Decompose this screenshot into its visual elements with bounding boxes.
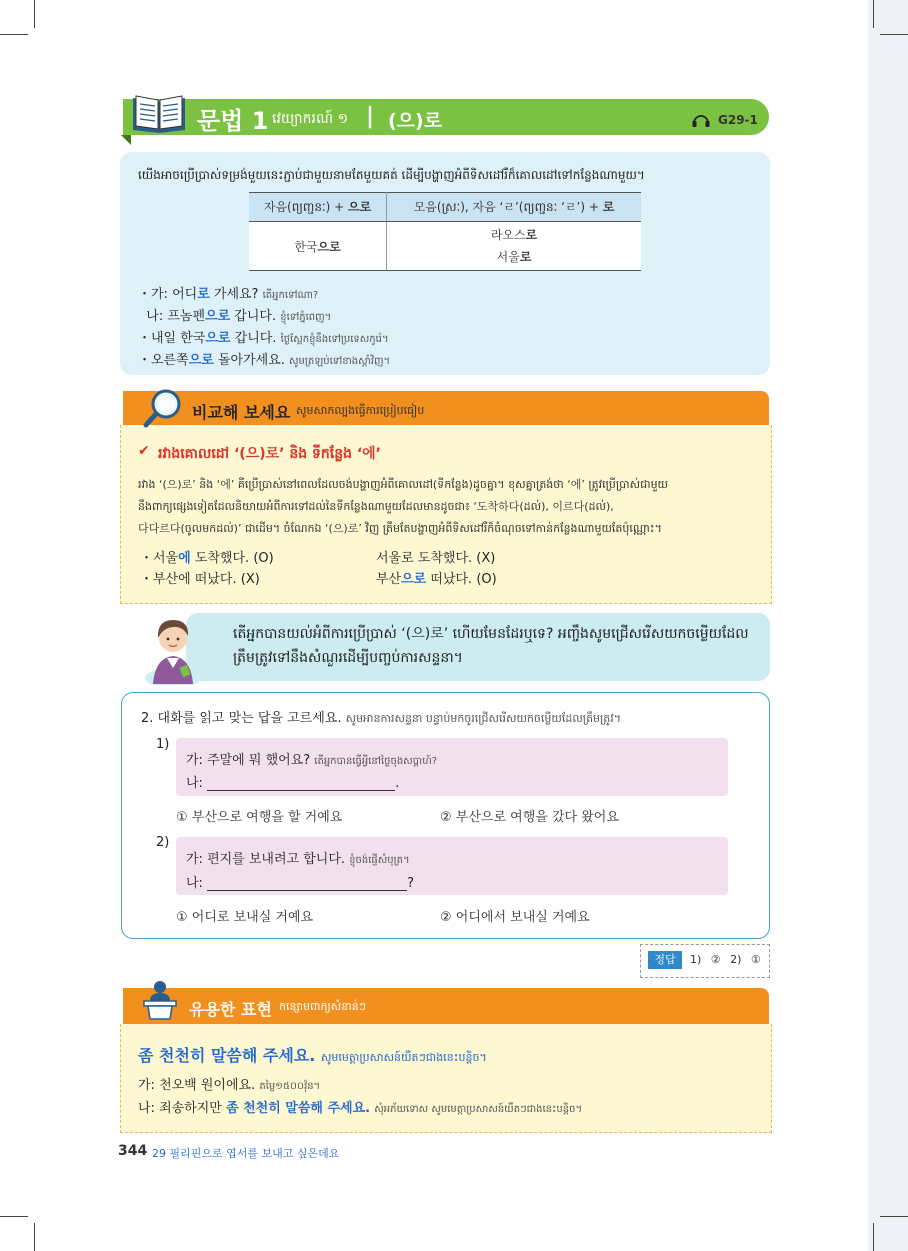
choice-option[interactable]: ① 어디로 보내실 거예요 — [176, 910, 314, 925]
grammar-example-4: ・오른쪽으로 돌아가세요. សូមត្រឡប់ទៅខាងស្តាំវិញ។ — [138, 353, 391, 368]
compare-example-left-2: ・부산에 떠났다. (X) — [140, 572, 260, 587]
conjugation-table — [249, 192, 641, 271]
teacher-text-line: ត្រឹមត្រូវទៅនឹងសំណួរដើម្បីបញ្ចប់ការសន្ទនា។ — [233, 650, 463, 666]
grammar-particle: (으)로 — [388, 110, 443, 132]
crop-mark — [34, 1223, 35, 1251]
compare-example-right-2: 부산으로 떠났다. (O) — [376, 572, 497, 587]
useful-title: 유용한 표현 — [189, 1000, 272, 1019]
compare-text-line: រវាង ‘(으)로’ និង ‘에’ គឺប្រើប្រាស់នៅពេលដែលចង់បង្ហាញអំពីគោលដៅ(ទីកន្លែង)ដូចគ្នា។ ខុសគ្នាត្រង់ថា ‘에’ ត្រូវប្រើប្រាស់ជាមួយ — [138, 478, 669, 491]
item-number: 2) — [156, 835, 170, 850]
table-header-consonant: 자음(ព្យញ្ជនៈ) + 으로 — [249, 193, 387, 222]
page-number: 344 — [118, 1143, 148, 1159]
check-icon: ✔ — [138, 443, 150, 459]
choice-option[interactable]: ② 어디에서 보내실 거예요 — [440, 910, 590, 925]
table-cell-vowel: 라오스로 서울로 — [387, 222, 641, 271]
table-header-vowel: 모음(ស្រៈ), 자음 ‘ㄹ’(ព្យញ្ជនៈ ‘ㄹ’) + 로 — [387, 193, 641, 222]
useful-dialogue-line: 가: 천오백 원이에요. តម្លៃ១៥០០វ៉ុន។ — [138, 1078, 321, 1093]
grammar-example-1: ・가: 어디로 가세요? តើអ្នកទៅណា? — [138, 287, 319, 302]
teacher-text-line: តើអ្នកបានយល់អំពីការប្រើប្រាស់ ‘(으)로’ ហើយមែនដែរឬទេ? អញ្ចឹងសូមជ្រើសរើសយកចម្លើយដែល — [233, 626, 749, 642]
answer-tag: 정답 — [648, 951, 682, 969]
crop-mark — [873, 1223, 874, 1251]
dialogue-na: 나: . — [186, 776, 400, 791]
speaker-podium-icon — [138, 977, 182, 1021]
dialogue-na: 나: ? — [186, 876, 414, 891]
answer-value: 1) ② 2) ① — [690, 953, 761, 966]
compare-text-line: នឹងពាក្យផ្សេងទៀតដែលនិយាយអំពីការទៅដល់នៃទីកន្លែងណាមួយដែលមានដូចជា៖ ‘도착하다(ដល់), 이르다(ដល់), — [138, 500, 614, 513]
audio-track-label[interactable]: G29-1 — [718, 113, 758, 127]
useful-dialogue-line: 나: 죄송하지만 좀 천천히 말씀해 주세요. សុំអភ័យទោស សូមមេត្តាប្រសាសន៍យឺតៗជាងនេះបន្តិច។ — [138, 1101, 583, 1116]
grammar-example-3: ・내일 한국으로 갑니다. ថ្ងៃស្អែកខ្ញុំនឹងទៅប្រទេសកូរ៉េ។ — [138, 331, 389, 346]
compare-example-right-1: 서울로 도착했다. (X) — [376, 551, 496, 566]
dialogue-ga: 가: 주말에 뭐 했어요? តើអ្នកបានធ្វើអ្វីនៅថ្ងៃចុងសប្តាហ៍? — [186, 753, 438, 768]
grammar-title: 문법 1 — [197, 107, 269, 135]
grammar-example-2: 나: 프놈펜으로 갑니다. ខ្ញុំទៅភ្នំពេញ។ — [138, 309, 332, 324]
exercise-question: 2. 대화를 읽고 맞는 답을 고르세요. សូមអានការសន្ទនា បន្ទាប់មកចូរជ្រើសរើសយកចម្លើយដែលត្រឹមត្រូវ។ — [141, 711, 622, 726]
crop-mark — [0, 34, 28, 35]
dialogue-ga: 가: 편지를 보내려고 합니다. ខ្ញុំចង់ផ្ញើសំបុត្រ។ — [186, 852, 410, 867]
compare-text-line: 다다르다(ចូលមកដល់)’ ជាដើម។ ចំណែកឯ ‘(으)로’ វិញ ត្រឹមតែបង្ហាញអំពីទិសដៅរឺក៏ចំណុចទៅកាន់កន្លែងណាមួយតែប៉ុណ្ណោះ។ — [138, 522, 662, 535]
magnifier-icon — [142, 387, 184, 429]
open-book-icon — [129, 92, 189, 134]
compare-title: 비교해 보세요 — [192, 403, 291, 422]
table-cell-consonant: 한국으로 — [249, 222, 387, 271]
chapter-title: 29 필리핀으로 엽서를 보내고 싶은데요 — [152, 1147, 340, 1160]
answer-blank[interactable] — [207, 776, 395, 791]
page-side-strip — [868, 0, 908, 1251]
crop-mark — [880, 34, 908, 35]
grammar-intro: យើងអាចប្រើប្រាស់ទម្រង់មួយនេះភ្ជាប់ជាមួយនាមតែមួយគត់ ដើម្បីបង្ហាញអំពីទិសដៅរឺក៏គោលដៅទៅកន្លែងណាមួយ។ — [138, 168, 645, 182]
compare-subtitle: សូមសាកល្បងធ្វើការប្រៀបធៀប — [296, 404, 425, 417]
compare-heading: រវាងគោលដៅ ‘(으)로’ និង ទីកន្លែង ‘에’ — [158, 446, 381, 462]
teacher-avatar — [143, 610, 203, 685]
useful-main-expression: 좀 천천히 말씀해 주세요. សូមមេត្តាប្រសាសន៍យឺតៗជាងនេះបន្តិច។ — [138, 1046, 487, 1065]
crop-mark — [34, 0, 35, 28]
answer-blank[interactable] — [207, 876, 407, 891]
item-number: 1) — [156, 737, 170, 752]
grammar-separator: | — [366, 104, 375, 129]
crop-mark — [0, 1216, 28, 1217]
useful-subtitle: កន្សោមពាក្យសំខាន់ៗ — [279, 1000, 366, 1013]
crop-mark — [880, 1216, 908, 1217]
headphones-icon[interactable] — [691, 112, 711, 128]
crop-mark — [873, 0, 874, 28]
compare-example-left-1: ・서울에 도착했다. (O) — [140, 551, 274, 566]
choice-option[interactable]: ② 부산으로 여행을 갔다 왔어요 — [440, 810, 619, 825]
grammar-banner-fold — [121, 135, 131, 145]
choice-option[interactable]: ① 부산으로 여행을 할 거예요 — [176, 810, 343, 825]
grammar-title-km: វេយ្យាករណ៍ ១ — [272, 111, 349, 127]
